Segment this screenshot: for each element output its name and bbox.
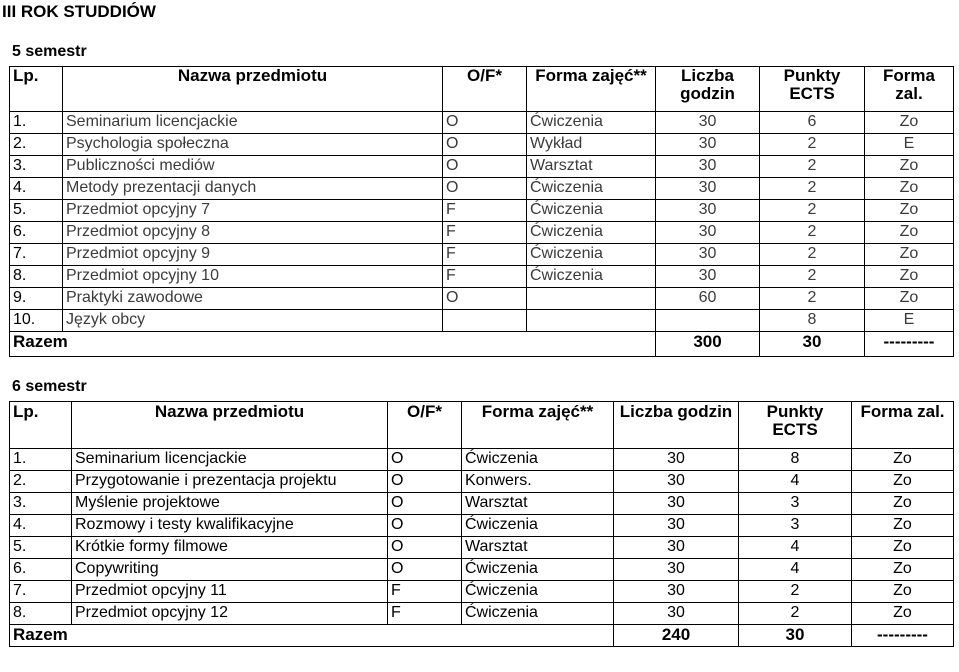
- col-header-of: O/F*: [443, 67, 527, 112]
- of-cell: F: [443, 266, 527, 288]
- col-header-liczba: Liczba godzin: [614, 402, 739, 449]
- table-row: [10, 515, 954, 537]
- table-row: [10, 200, 954, 222]
- col-header-of: O/F*: [388, 402, 462, 449]
- zal-cell: Zo: [852, 537, 954, 559]
- zal-cell: Zo: [865, 112, 954, 134]
- forma-cell: Ćwiczenia: [527, 200, 656, 222]
- hours-cell: 30: [614, 449, 739, 471]
- hours-cell: 30: [656, 200, 760, 222]
- table-row: [10, 244, 954, 266]
- sem5-table: [9, 66, 954, 357]
- lp-cell: 3.: [10, 493, 72, 515]
- subject-name: Przedmiot opcyjny 11: [72, 581, 388, 603]
- lp-cell: 4.: [10, 515, 72, 537]
- table-row: [10, 156, 954, 178]
- total-zal: ---------: [852, 625, 954, 647]
- hours-cell: 60: [656, 288, 760, 310]
- forma-cell: Ćwiczenia: [527, 222, 656, 244]
- table-row: [10, 266, 954, 288]
- table-row: [10, 134, 954, 156]
- lp-cell: 5.: [10, 537, 72, 559]
- forma-cell: Ćwiczenia: [527, 266, 656, 288]
- hours-cell: 30: [614, 603, 739, 625]
- hours-cell: 30: [656, 178, 760, 200]
- sem6-total-row: [10, 625, 954, 647]
- sem6-header-row: [10, 402, 954, 449]
- col-header-forma: Forma zajęć**: [527, 67, 656, 112]
- subject-name: Metody prezentacji danych: [63, 178, 443, 200]
- page-title: III ROK STUDDIÓW: [2, 2, 156, 21]
- hours-cell: 30: [614, 581, 739, 603]
- zal-cell: Zo: [852, 559, 954, 581]
- of-cell: O: [443, 178, 527, 200]
- hours-cell: 30: [656, 266, 760, 288]
- zal-cell: Zo: [865, 178, 954, 200]
- ects-cell: 2: [760, 134, 865, 156]
- lp-cell: 9.: [10, 288, 63, 310]
- sem5-total-row: [10, 332, 954, 357]
- ects-cell: 2: [760, 288, 865, 310]
- subject-name: Przedmiot opcyjny 9: [63, 244, 443, 266]
- subject-name: Seminarium licencjackie: [63, 112, 443, 134]
- subject-name: Publiczności mediów: [63, 156, 443, 178]
- hours-cell: 30: [656, 134, 760, 156]
- of-cell: O: [388, 515, 462, 537]
- table-row: [10, 112, 954, 134]
- col-header-nazwa: Nazwa przedmiotu: [63, 67, 443, 112]
- zal-cell: Zo: [852, 449, 954, 471]
- zal-cell: Zo: [865, 288, 954, 310]
- table-row: [10, 449, 954, 471]
- lp-cell: 7.: [10, 244, 63, 266]
- total-label: Razem: [10, 332, 656, 357]
- table-row: [10, 310, 954, 332]
- forma-cell: [527, 310, 656, 332]
- lp-cell: 4.: [10, 178, 63, 200]
- forma-cell: Ćwiczenia: [462, 559, 614, 581]
- sem5-header-row: [10, 67, 954, 112]
- lp-cell: 6.: [10, 559, 72, 581]
- subject-name: Rozmowy i testy kwalifikacyjne: [72, 515, 388, 537]
- ects-cell: 4: [739, 471, 852, 493]
- forma-cell: Ćwiczenia: [462, 581, 614, 603]
- lp-cell: 6.: [10, 222, 63, 244]
- lp-cell: 3.: [10, 156, 63, 178]
- forma-cell: Ćwiczenia: [527, 112, 656, 134]
- ects-cell: 2: [760, 178, 865, 200]
- sem6-title: 6 semestr: [12, 378, 87, 395]
- zal-cell: E: [865, 310, 954, 332]
- of-cell: O: [388, 471, 462, 493]
- total-ects: 30: [739, 625, 852, 647]
- table-row: [10, 288, 954, 310]
- ects-cell: 2: [739, 581, 852, 603]
- zal-cell: Zo: [852, 603, 954, 625]
- forma-cell: Konwers.: [462, 471, 614, 493]
- subject-name: Język obcy: [63, 310, 443, 332]
- lp-cell: 1.: [10, 112, 63, 134]
- col-header-nazwa: Nazwa przedmiotu: [72, 402, 388, 449]
- zal-cell: Zo: [852, 493, 954, 515]
- lp-cell: 2.: [10, 471, 72, 493]
- of-cell: O: [443, 288, 527, 310]
- ects-cell: 4: [739, 537, 852, 559]
- forma-cell: Ćwiczenia: [462, 603, 614, 625]
- forma-cell: Wykład: [527, 134, 656, 156]
- hours-cell: 30: [614, 515, 739, 537]
- lp-cell: 7.: [10, 581, 72, 603]
- zal-cell: Zo: [852, 515, 954, 537]
- col-header-forma: Forma zajęć**: [462, 402, 614, 449]
- hours-cell: 30: [656, 112, 760, 134]
- forma-cell: Warsztat: [462, 493, 614, 515]
- lp-cell: 10.: [10, 310, 63, 332]
- lp-cell: 8.: [10, 266, 63, 288]
- lp-cell: 8.: [10, 603, 72, 625]
- col-header-lp: Lp.: [10, 67, 63, 112]
- zal-cell: Zo: [865, 222, 954, 244]
- hours-cell: [656, 310, 760, 332]
- subject-name: Przedmiot opcyjny 12: [72, 603, 388, 625]
- of-cell: O: [388, 449, 462, 471]
- ects-cell: 4: [739, 559, 852, 581]
- hours-cell: 30: [614, 471, 739, 493]
- table-row: [10, 222, 954, 244]
- ects-cell: 6: [760, 112, 865, 134]
- of-cell: O: [388, 493, 462, 515]
- ects-cell: 2: [760, 200, 865, 222]
- total-zal: ---------: [865, 332, 954, 357]
- of-cell: F: [443, 244, 527, 266]
- hours-cell: 30: [656, 244, 760, 266]
- zal-cell: Zo: [852, 471, 954, 493]
- of-cell: O: [388, 559, 462, 581]
- lp-cell: 2.: [10, 134, 63, 156]
- forma-cell: Ćwiczenia: [462, 515, 614, 537]
- ects-cell: 3: [739, 515, 852, 537]
- of-cell: F: [443, 222, 527, 244]
- subject-name: Psychologia społeczna: [63, 134, 443, 156]
- total-ects: 30: [760, 332, 865, 357]
- table-row: [10, 471, 954, 493]
- ects-cell: 2: [760, 266, 865, 288]
- lp-cell: 1.: [10, 449, 72, 471]
- ects-cell: 2: [760, 156, 865, 178]
- table-row: [10, 603, 954, 625]
- of-cell: [443, 310, 527, 332]
- ects-cell: 2: [760, 222, 865, 244]
- forma-cell: Ćwiczenia: [527, 178, 656, 200]
- total-label: Razem: [10, 625, 614, 647]
- col-header-punkty: Punkty ECTS: [760, 67, 865, 112]
- zal-cell: Zo: [865, 244, 954, 266]
- table-row: [10, 559, 954, 581]
- forma-cell: [527, 288, 656, 310]
- forma-cell: Warsztat: [527, 156, 656, 178]
- table-row: [10, 581, 954, 603]
- subject-name: Przedmiot opcyjny 10: [63, 266, 443, 288]
- col-header-zal: Forma zal.: [852, 402, 954, 449]
- zal-cell: E: [865, 134, 954, 156]
- of-cell: O: [443, 134, 527, 156]
- forma-cell: Ćwiczenia: [462, 449, 614, 471]
- zal-cell: Zo: [852, 581, 954, 603]
- col-header-punkty: Punkty ECTS: [739, 402, 852, 449]
- lp-cell: 5.: [10, 200, 63, 222]
- hours-cell: 30: [656, 156, 760, 178]
- ects-cell: 8: [760, 310, 865, 332]
- of-cell: O: [388, 537, 462, 559]
- table-row: [10, 493, 954, 515]
- forma-cell: Ćwiczenia: [527, 244, 656, 266]
- of-cell: F: [443, 200, 527, 222]
- subject-name: Myślenie projektowe: [72, 493, 388, 515]
- sem5-title: 5 semestr: [12, 43, 87, 60]
- ects-cell: 3: [739, 493, 852, 515]
- zal-cell: Zo: [865, 200, 954, 222]
- subject-name: Praktyki zawodowe: [63, 288, 443, 310]
- zal-cell: Zo: [865, 156, 954, 178]
- table-row: [10, 537, 954, 559]
- ects-cell: 2: [760, 244, 865, 266]
- ects-cell: 2: [739, 603, 852, 625]
- total-godz: 240: [614, 625, 739, 647]
- subject-name: Seminarium licencjackie: [72, 449, 388, 471]
- col-header-zal: Forma zal.: [865, 67, 954, 112]
- zal-cell: Zo: [865, 266, 954, 288]
- table-row: [10, 178, 954, 200]
- of-cell: F: [388, 581, 462, 603]
- subject-name: Krótkie formy filmowe: [72, 537, 388, 559]
- ects-cell: 8: [739, 449, 852, 471]
- hours-cell: 30: [614, 559, 739, 581]
- forma-cell: Warsztat: [462, 537, 614, 559]
- hours-cell: 30: [614, 537, 739, 559]
- col-header-lp: Lp.: [10, 402, 72, 449]
- of-cell: O: [443, 156, 527, 178]
- subject-name: Copywriting: [72, 559, 388, 581]
- subject-name: Przygotowanie i prezentacja projektu: [72, 471, 388, 493]
- hours-cell: 30: [656, 222, 760, 244]
- col-header-liczba: Liczba godzin: [656, 67, 760, 112]
- subject-name: Przedmiot opcyjny 7: [63, 200, 443, 222]
- total-godz: 300: [656, 332, 760, 357]
- sem6-table: [9, 401, 954, 647]
- of-cell: F: [388, 603, 462, 625]
- subject-name: Przedmiot opcyjny 8: [63, 222, 443, 244]
- hours-cell: 30: [614, 493, 739, 515]
- of-cell: O: [443, 112, 527, 134]
